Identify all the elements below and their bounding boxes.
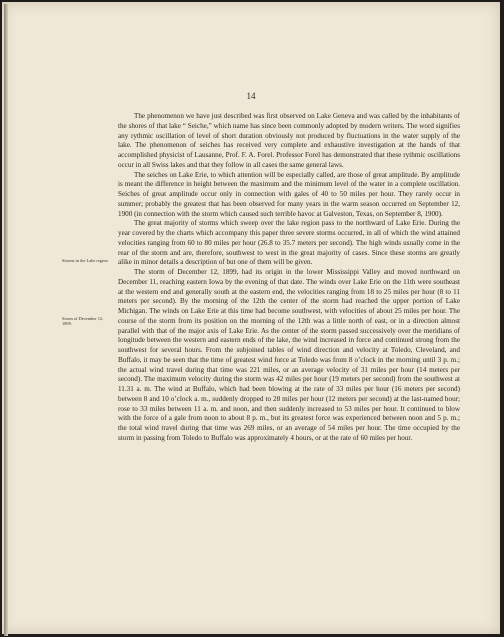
margin-note-storms-lake-region: Storms in the Lake region.: [62, 258, 109, 263]
document-page: [2, 2, 500, 634]
paragraph-seiche-origin: The phenomenon we have just described was first observed on Lake Geneva and was called by the inhabitants of the shores of that lake “ Seiche,” which name has since been commonly adopted by modern writers. The word signifies any rythmic oscillation of level of short duration obviously not produced by fluctuations in the water supply of the lake. The phenomenon of seiches has received very complete and exhaustive investigation at the hands of that accomplished physicist of Lausanne, Prof. F. A. Forel. Professor Forel has demonstrated that these rythmic oscillations occur in all Swiss lakes and that they follow in all cases the same general laws.: [118, 112, 460, 169]
body-text: [118, 112, 460, 444]
paragraph-seiches-lake-erie: The seiches on Lake Erie, to which attention will be especially called, are those of great amplitude. By amplitude is meant the difference in height between the maximum and the minimum level of the water in a complete oscillation. Seiches of great amplitude occur only in connection with gales of 40 to 50 miles per hour. They rarely occur in summer; probably the greatest that has been observed for many years in the warm season occurred on September 12, 1900 (in connection with the storm which caused such terrible havoc at Galveston, Texas, on September 8, 1900).: [118, 170, 460, 218]
paragraph-storms-lake-region: The great majority of storms which sweep over the lake region pass to the northward of Lake Erie. During the year covered by the charts which accompany this paper three severe storms occurred, in all of which the wind attained velocities ranging from 60 to 80 miles per hour (26.8 to 35.7 meters per second). The high winds usually come in the rear of the storm and are, therefore, southwest to west in the great majority of cases. Since these storms are greatly alike in minor details a description of but one of them will be given.: [118, 219, 460, 267]
margin-note-storm-december-1899: Storm of December 12, 1899.: [62, 316, 104, 327]
page-number: 14: [246, 91, 256, 101]
paragraph-storm-december-1899: The storm of December 12, 1899, had its origin in the lower Mississippi Valley and moved northward on December 11, reaching eastern Iowa by the evening of that date. The winds over Lake Erie on the 11th were southeast at the western end and generally south at the eastern end, the velocities ranging from 18 to 25 miles per hour (8 to 11 meters per second). By the morning of the 12th the center of the storm had reached the upper portion of Lake Michigan. The winds on Lake Erie at this time had become southwest, with velocities of about 25 miles per hour. The course of the storm from its position on the morning of the 12th was a little north of east, or in a direction almost parallel with that of the major axis of Lake Erie. As the center of the storm passed successively over the meridians of longitude between the western and eastern ends of the lake, the wind increased in force and continued strong from the southwest for several hours. From the subjoined tables of wind direction and velocity at Toledo, Cleveland, and Buffalo, it may be seen that the time of greatest wind force at Toledo was from 8 o’clock in the morning until 3 p. m.; the actual wind travel during that time was 221 miles, or an average velocity of 31 miles per hour (14 meters per second). The maximum velocity during the storm was 42 miles per hour (19 meters per second) from the southwest at 11.31 a. m. The wind at Buffalo, which had been blowing at the rate of 33 miles per hour (16 meters per second) between 8 and 10 o’clock a. m., suddenly dropped to 28 miles per hour (12 meters per second) at the last-named hour; rose to 33 miles between 11 a. m. and noon, and then suddenly increased to 53 miles per hour. It continued to blow with the force of a gale from noon to about 8 p. m., but its greatest force was experienced between noon and 5 p. m.; the total wind travel during that time was 269 miles, or an average of 54 miles per hour. The time occupied by the storm in passing from Toledo to Buffalo was approximately 4 hours, or at the rate of 60 miles per hour.: [118, 268, 460, 442]
